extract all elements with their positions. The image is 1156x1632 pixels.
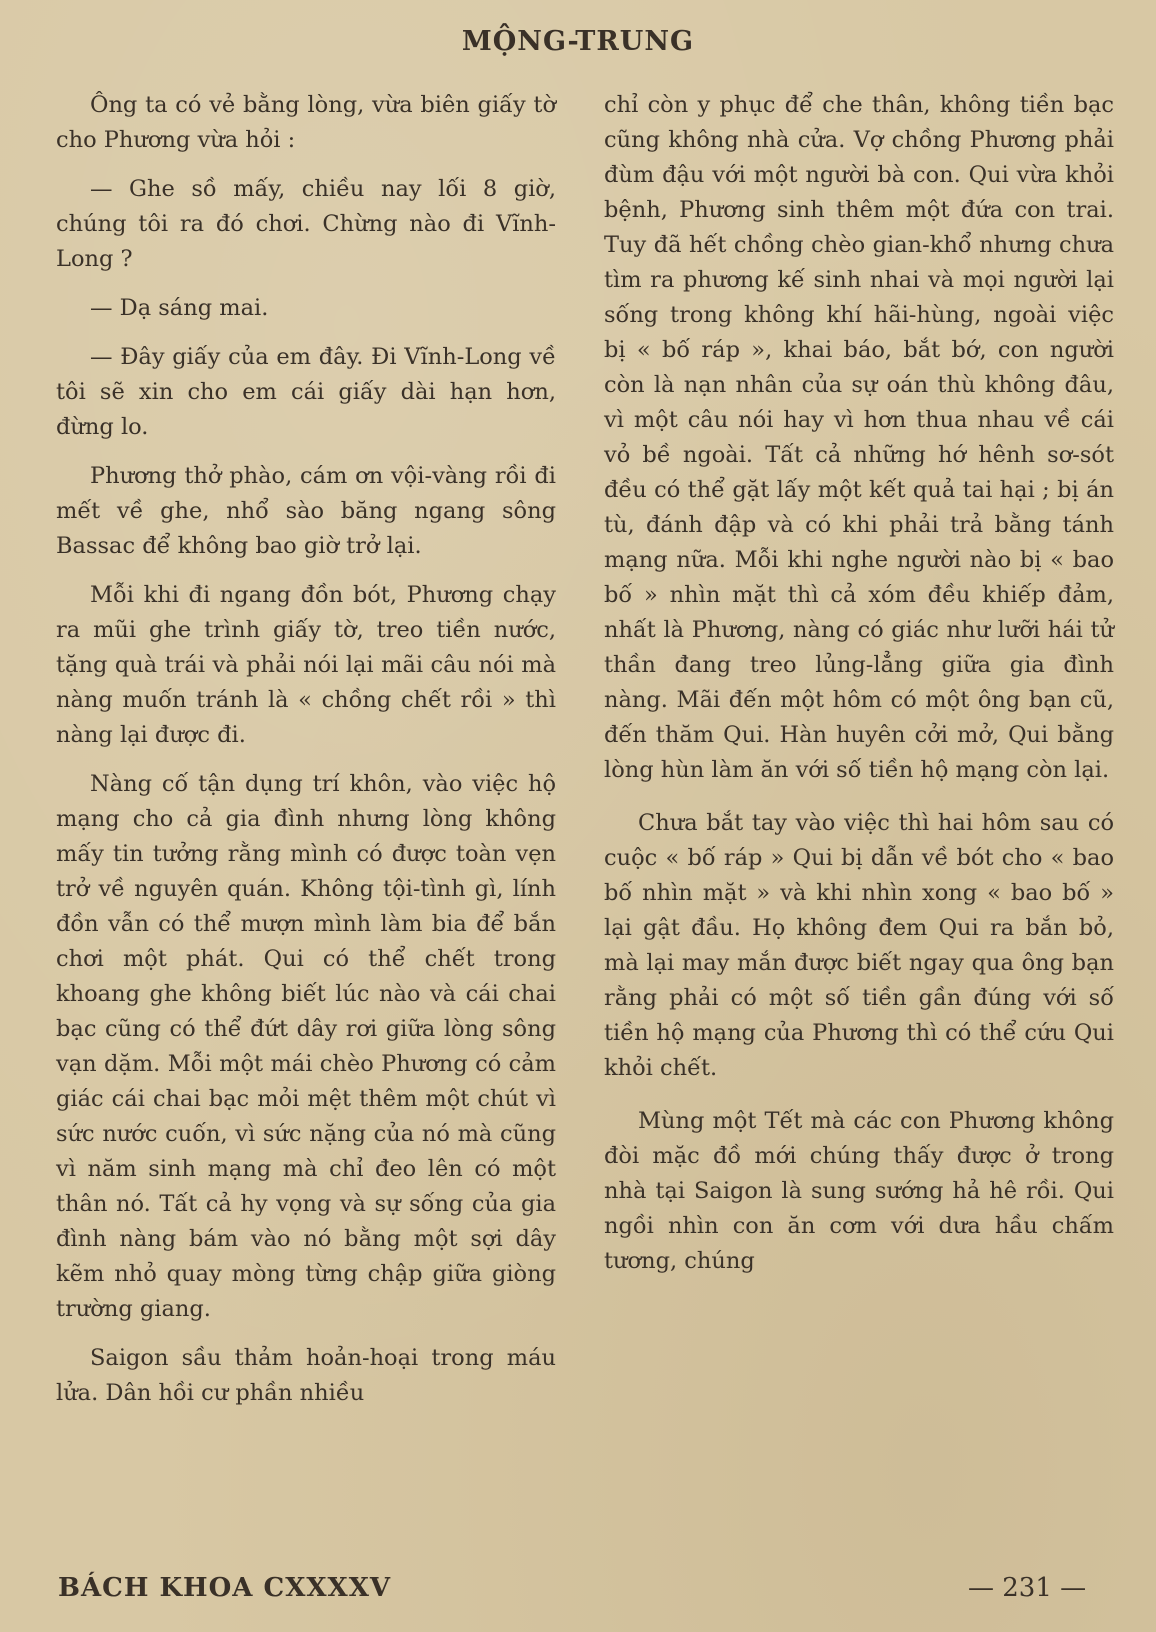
paragraph: Ông ta có vẻ bằng lòng, vừa biên giấy tờ cho Phương vừa hỏi : [56,92,556,153]
paragraph: Mỗi khi đi ngang đồn bót, Phương chạy ra mũi ghe trình giấy tờ, treo tiền nước, tặng quà trái và phải nói lại mãi câu nói mà nàng muốn tránh là « chồng chết rồi » thì nàng lại được đi. [56,582,556,748]
paragraph: — Đây giấy của em đây. Đi Vĩnh-Long về tôi sẽ xin cho em cái giấy dài hạn hơn, đừng lo. [56,344,556,440]
page-title: MỘNG-TRUNG [461,26,695,57]
paragraph: Nàng cố tận dụng trí khôn, vào việc hộ mạng cho cả gia đình nhưng lòng không mấy tin tưởng rằng mình có được toàn vẹn trở về nguyên quán. Không tội-tình gì, lính đồn vẫn có thể mượn mình làm bia để bắn chơi một phát. Qui có thể chết trong khoang ghe không biết lúc nào và cái chai bạc cũng có thể đứt dây rơi giữa lòng sông vạn dặm. Mỗi một mái chèo Phương có cảm giác cái chai bạc mỏi mệt thêm một chút vì sức nước cuốn, vì sức nặng của nó mà cũng vì năm sinh mạng mà chỉ đeo lên có một thân nó. Tất cả hy vọng và sự sống của gia đình nàng bám vào nó bằng một sợi dây kẽm nhỏ quay mòng từng chập giữa giòng trường giang. [56,771,556,1322]
paragraph: Chưa bắt tay vào việc thì hai hôm sau có cuộc « bố ráp » Qui bị dẫn về bót cho « bao bố nhìn mặt » và khi nhìn xong « bao bố » lại gật đầu. Họ không đem Qui ra bắn bỏ, mà lại may mắn được biết ngay qua ông bạn rằng phải có một số tiền gần đúng với số tiền hộ mạng của Phương thì có thể cứu Qui khỏi chết. [604,810,1114,1081]
paragraph: Phương thở phào, cám ơn vội-vàng rồi đi mết về ghe, nhổ sào băng ngang sông Bassac để không bao giờ trở lại. [56,463,556,559]
publication-name: BÁCH KHOA CXXXXV [58,1573,392,1603]
paragraph: Saigon sầu thảm hoản-hoại trong máu lửa. Dân hồi cư phần nhiều [56,1345,556,1406]
right-column [604,88,1114,1293]
paragraph: — Ghe sồ mấy, chiều nay lối 8 giờ, chúng tôi ra đó chơi. Chừng nào đi Vĩnh-Long ? [56,176,556,272]
paragraph: chỉ còn y phục để che thân, không tiền bạc cũng không nhà cửa. Vợ chồng Phương phải đùm đậu với một người bà con. Qui vừa khỏi bệnh, Phương sinh thêm một đứa con trai. Tuy đã hết chồng chèo gian-khổ nhưng chưa tìm ra phương kế sinh nhai và mọi người lại sống trong không khí hãi-hùng, ngoài việc bị « bố ráp », khai báo, bắt bớ, con người còn là nạn nhân của sự oán thù không đâu, vì một câu nói hay vì hơn thua nhau về cái vỏ bề ngoài. Tất cả những hớ hênh sơ-sót đều có thể gặt lấy một kết quả tai hại ; bị án tù, đánh đập và có khi phải trả bằng tánh mạng nữa. Mỗi khi nghe người nào bị « bao bố » nhìn mặt thì cả xóm đều khiếp đảm, nhất là Phương, nàng có giác như lưỡi hái tử thần đang treo lủng-lẳng giữa gia đình nàng. Mãi đến một hôm có một ông bạn cũ, đến thăm Qui. Hàn huyên cởi mở, Qui bằng lòng hùn làm ăn với số tiền hộ mạng còn lại. [604,92,1114,783]
paragraph: — Dạ sáng mai. [90,295,269,321]
left-column [56,88,556,1425]
paragraph: Mùng một Tết mà các con Phương không đòi mặc đồ mới chúng thấy được ở trong nhà tại Saigon là sung sướng hả hê rồi. Qui ngồi nhìn con ăn cơm với dưa hầu chấm tương, chúng [604,1108,1114,1274]
page-number: — 231 — [968,1573,1087,1603]
